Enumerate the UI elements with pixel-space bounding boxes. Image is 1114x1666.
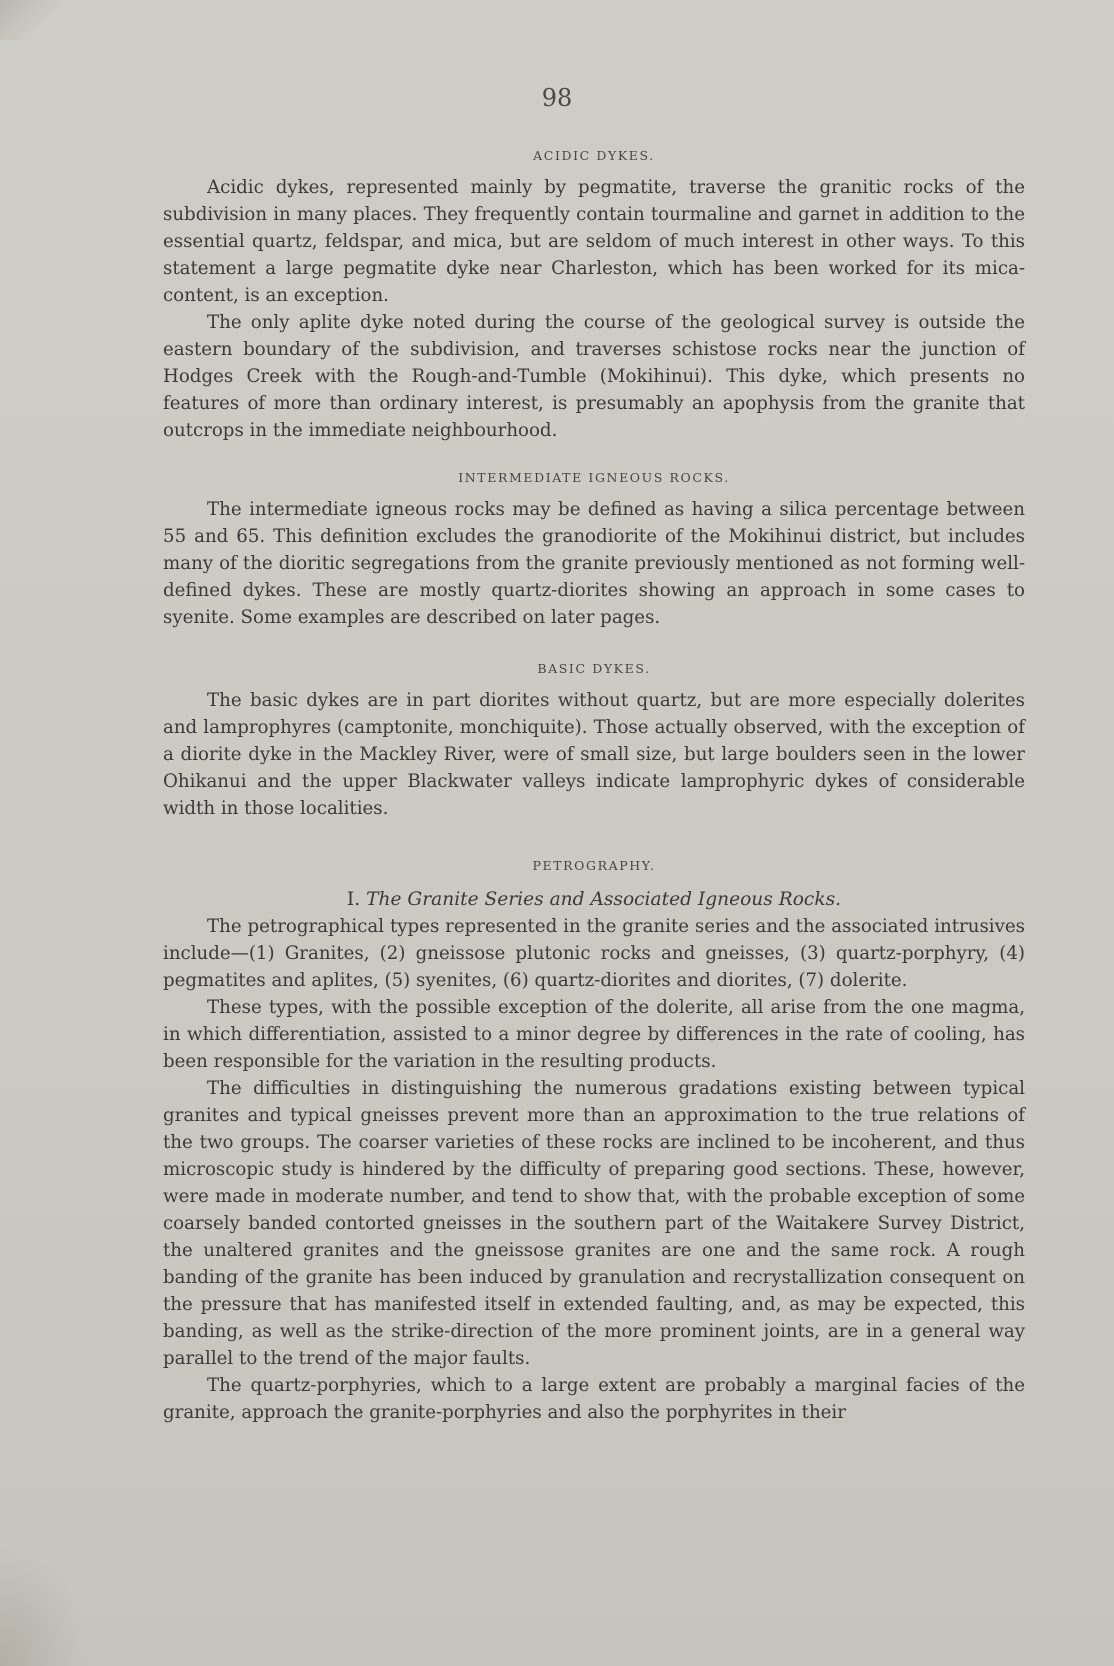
paragraph: The quartz-porphyries, which to a large extent are probably a marginal facies of the granite, approach the granite-porphyries and also the porphyrites in their xyxy=(163,1375,1025,1423)
paragraph: The only aplite dyke noted during the course of the geological survey is outside the eastern boundary of the subdivision, and traverses schistose rocks near the junction of Hodges Creek with the Rough-and-Tumble (Mokihinui). This dyke, which presents no features of more than ordinary interest, is presumably an apophysis from the granite that outcrops in the immediate neighbourhood. xyxy=(163,312,1025,441)
heading-acidic-dykes: ACIDIC DYKES. xyxy=(533,148,655,163)
paragraph: The basic dykes are in part diorites without quartz, but are more especially dolerites and lamprophyres (camptonite, monchiquite). Those actually observed, with the exception of a diorite dyke in the Mackley River, were of small size, but large boulders seen in the lower Ohikanui and the upper Blackwater valleys indicate lamprophyric dykes of considerable width in those localities. xyxy=(163,690,1025,819)
paragraph: The petrographical types represented in the granite series and the associated intrusives include—(1) Granites, (2) gneissose plutonic rocks and gneisses, (3) quartz-porphyry, (4) pegmatites and aplites, (5) syenites, (6) quartz-diorites and diorites, (7) dolerite. xyxy=(163,916,1025,991)
section-subtitle xyxy=(163,886,1025,913)
heading-basic-dykes: BASIC DYKES. xyxy=(537,661,651,676)
page-corner-shadow xyxy=(0,0,60,40)
heading-petrography: PETROGRAPHY. xyxy=(532,858,656,873)
heading-intermediate-igneous-rocks: INTERMEDIATE IGNEOUS ROCKS. xyxy=(458,470,730,485)
paragraph: The difficulties in distinguishing the numerous gradations existing between typical granites and typical gneisses prevent more than an approximation to the true relations of the two groups. The coarser varieties of these rocks are inclined to be incoherent, and thus microscopic study is hindered by the difficulty of preparing good sections. These, however, were made in moderate number, and tend to show that, with the probable exception of some coarsely banded contorted gneisses in the southern part of the Waitakere Survey District, the unaltered granites and the gneissose granites are one and the same rock. A rough banding of the granite has been induced by granulation and recrystallization consequent on the pressure that has manifested itself in extended faulting, and, as may be expected, this banding, as well as the strike-direction of the more prominent joints, are in a general way parallel to the trend of the major faults. xyxy=(163,1078,1025,1369)
page-number: 98 xyxy=(541,84,573,112)
subtitle-text: The Granite Series and Associated Igneous Rocks. xyxy=(366,889,842,910)
page-corner-wear xyxy=(0,1546,90,1666)
paragraph: The intermediate igneous rocks may be defined as having a silica percentage between 55 and 65. This definition excludes the granodiorite of the Mokihinui district, but includes many of the dioritic segregations from the granite previously mentioned as not forming well-defined dykes. These are mostly quartz-diorites showing an approach in some cases to syenite. Some examples are described on later pages. xyxy=(163,499,1025,628)
paragraph: Acidic dykes, represented mainly by pegmatite, traverse the granitic rocks of the subdivision in many places. They frequently contain tourmaline and garnet in addition to the essential quartz, feldspar, and mica, but are seldom of much interest in other ways. To this statement a large pegmatite dyke near Charleston, which has been worked for its mica-content, is an exception. xyxy=(163,177,1025,306)
page-body xyxy=(163,148,1025,1426)
paragraph: These types, with the possible exception of the dolerite, all arise from the one magma, in which differentiation, assisted to a minor degree by differences in the rate of cooling, has been responsible for the variation in the resulting products. xyxy=(163,997,1025,1072)
subtitle-number: I. xyxy=(346,889,361,910)
